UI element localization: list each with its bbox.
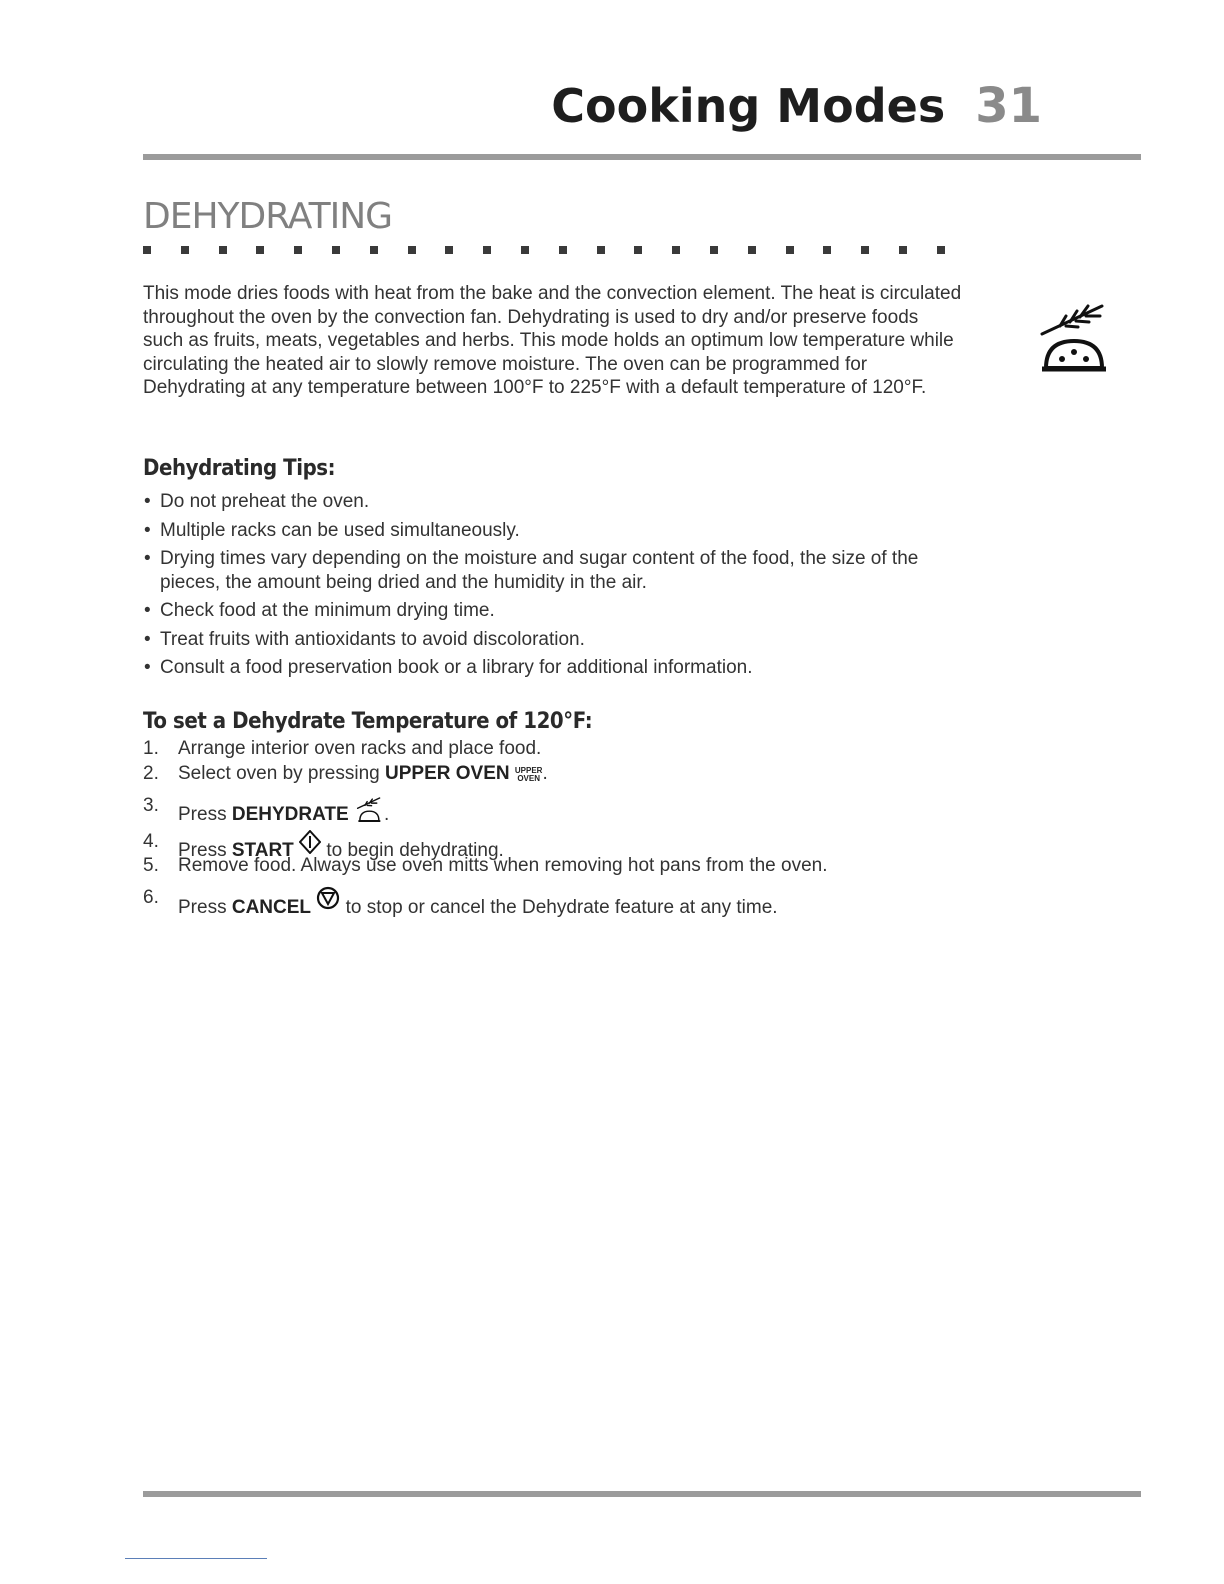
list-item: • Consult a food preservation book or a library for additional information. [143,656,963,680]
intro-paragraph: This mode dries foods with heat from the bake and the convection element. The heat is circulated throughout the oven by the convection fan. Dehydrating is used to dry and/or preserve foods such as fruits, meats, vegetables and herbs. This mode holds an optimum low temperature while circulating the heated air to slowly remove moisture. The oven can be programmed for Dehydrating at any temperature between 100°F to 225°F with a default temperature of 120°F. [143,283,962,398]
list-item: • Drying times vary depending on the moisture and sugar content of the food, the size of the pieces, the amount being dried and the humidity in the air. [143,547,963,594]
divider-dot [370,246,378,254]
divider-dot [219,246,227,254]
divider-dot [521,246,529,254]
list-item: • Multiple racks can be used simultaneously. [143,519,963,543]
divider-dot [181,246,189,254]
divider-dot [748,246,756,254]
chapter-title: Cooking Modes [551,79,946,133]
divider-dot [294,246,302,254]
divider-dot [143,246,151,254]
step-number: 3. [143,795,159,816]
start-label: START [231,840,294,861]
step-text: to stop or cancel the Dehydrate feature at any time. [345,897,778,918]
list-item [143,737,1003,762]
cancel-label: CANCEL [231,897,312,918]
header-rule [143,154,1141,160]
divider-dot [559,246,567,254]
divider-dot [937,246,945,254]
step-number: 6. [143,887,159,908]
list-item [143,854,1003,886]
section-title: DEHYDRATING [143,196,393,237]
step-text: Select oven by pressing [178,763,386,784]
step-text: Press [178,897,232,918]
divider-dot [256,246,264,254]
dehydrate-label: DEHYDRATE [231,804,349,825]
upper-oven-label: UPPER OVEN [385,763,510,784]
punctuation: . [542,763,548,784]
step-text: Press [178,804,232,825]
step-number: 2. [143,763,159,784]
divider-dot [597,246,605,254]
divider-dot [634,246,642,254]
step-number: 1. [143,738,159,759]
list-item [143,794,1003,830]
step-text: Remove food. Always use oven mitts when removing hot pans from the oven. [178,855,828,876]
divider-dot [483,246,491,254]
steps-heading: To set a Dehydrate Temperature of 120°F: [143,709,593,734]
divider-dot [786,246,794,254]
cancel-key-icon [316,886,340,910]
footer-rule [143,1491,1141,1497]
divider-dot [823,246,831,254]
start-key-icon [299,830,321,854]
key-label-top: UPPER [514,766,543,775]
steps-list [143,737,1003,918]
divider-dot [672,246,680,254]
key-label-bottom: OVEN [517,774,540,783]
list-item: • Do not preheat the oven. [143,490,963,514]
list-item [143,830,1003,861]
divider-dot [899,246,907,254]
step-text: Arrange interior oven racks and place food. [178,738,542,759]
tips-heading: Dehydrating Tips: [143,456,336,481]
divider-dot [861,246,869,254]
footer-divider [125,1558,267,1559]
list-item [143,762,1003,794]
dotted-divider [143,246,963,254]
step-text: Press [178,840,232,861]
list-item [143,886,1003,918]
dehydrate-icon [1032,296,1114,376]
divider-dot [445,246,453,254]
divider-dot [408,246,416,254]
dehydrate-key-icon [354,794,384,824]
step-number: 5. [143,855,159,876]
step-text: to begin dehydrating. [326,840,504,861]
step-number: 4. [143,831,159,852]
divider-dot [332,246,340,254]
tips-list [143,490,963,685]
punctuation: . [383,804,390,825]
list-item: • Treat fruits with antioxidants to avoid discoloration. [143,628,963,652]
page-header [551,78,1042,134]
list-item: • Check food at the minimum drying time. [143,599,963,623]
upper-oven-key-icon [515,767,543,783]
divider-dot [710,246,718,254]
page-number: 31 [975,78,1042,134]
